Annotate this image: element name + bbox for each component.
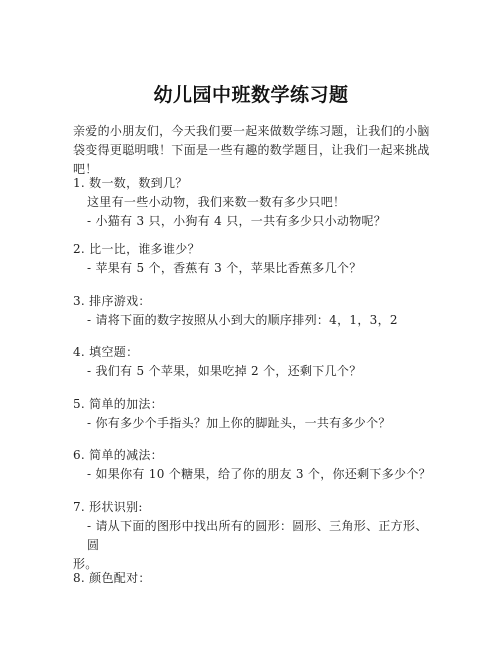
question-2-heading: 2. 比一比，谁多谁少？ bbox=[73, 242, 200, 256]
question-4 bbox=[73, 343, 433, 381]
question-3-line-1: - 请将下面的数字按照从小到大的顺序排列：4，1，3，2 bbox=[87, 313, 398, 327]
question-4-heading: 4. 填空题： bbox=[73, 345, 139, 359]
question-1-heading: 1. 数一数，数到几？ bbox=[73, 176, 188, 190]
question-6-line-1: - 如果你有 10 个糖果，给了你的朋友 3 个，你还剩下多少个？ bbox=[87, 467, 431, 481]
question-4-line-1: - 我们有 5 个苹果，如果吃掉 2 个，还剩下几个？ bbox=[87, 364, 362, 378]
question-3-heading: 3. 排序游戏： bbox=[73, 294, 151, 308]
question-1-line-1: 这里有一些小动物，我们来数一数有多少只吧！ bbox=[87, 195, 346, 209]
page-title: 幼儿园中班数学练习题 bbox=[153, 84, 349, 106]
question-2-line-1: - 苹果有 5 个，香蕉有 3 个，苹果比香蕉多几个？ bbox=[87, 261, 362, 275]
question-7-line-1: - 请从下面的图形中找出所有的圆形：圆形、三角形、正方形、圆 bbox=[87, 519, 428, 552]
intro-paragraph: 亲爱的小朋友们，今天我们要一起来做数学练习题，让我们的小脑袋变得更聪明哦！下面是一些有趣的数学题目，让我们一起来挑战吧！ bbox=[73, 124, 430, 176]
question-6-heading: 6. 简单的减法： bbox=[73, 448, 163, 462]
question-7-heading: 7. 形状识别: bbox=[73, 500, 143, 514]
question-5 bbox=[73, 395, 433, 433]
question-7 bbox=[73, 498, 433, 574]
question-1 bbox=[73, 174, 433, 231]
question-1-line-2: - 小猫有 3 只，小狗有 4 只，一共有多少只小动物呢？ bbox=[87, 214, 387, 228]
question-2 bbox=[73, 240, 433, 278]
question-6 bbox=[73, 446, 433, 484]
question-5-heading: 5. 简单的加法： bbox=[73, 397, 163, 411]
question-8-heading: 8. 颜色配对： bbox=[73, 571, 151, 585]
question-8 bbox=[73, 569, 433, 588]
question-7-line-2: 形。 bbox=[73, 557, 98, 571]
question-5-line-1: - 你有多少个手指头？加上你的脚趾头，一共有多少个？ bbox=[87, 416, 391, 430]
question-3 bbox=[73, 292, 433, 330]
